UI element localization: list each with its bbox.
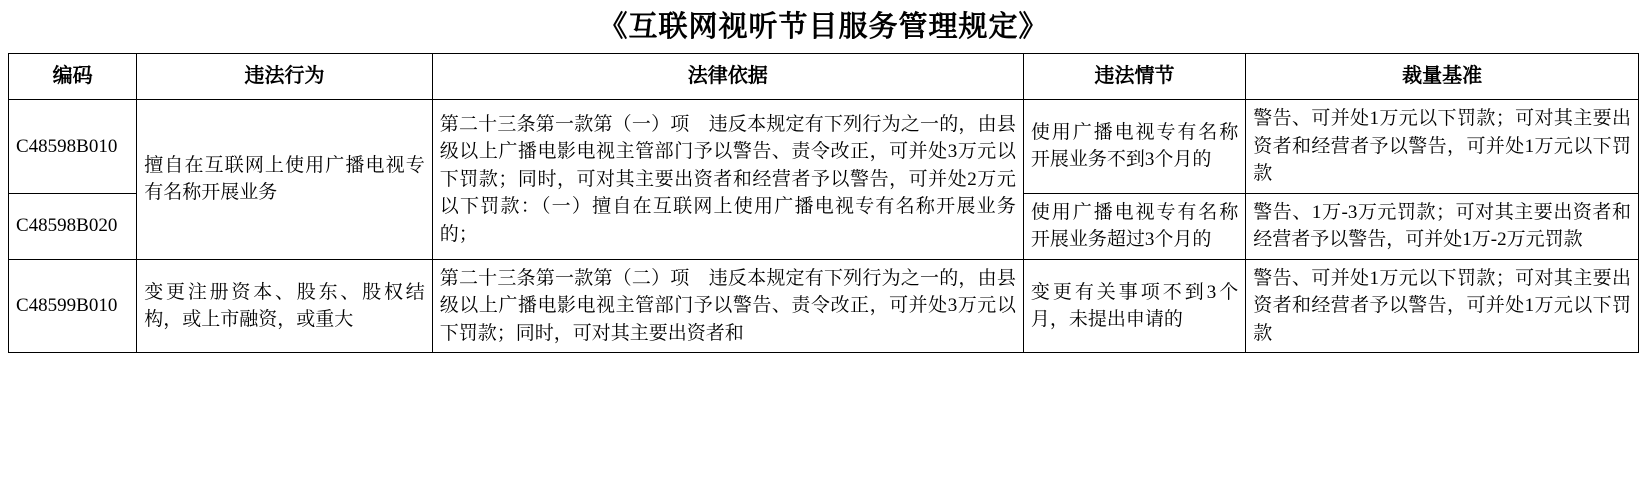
cell-behavior: 变更注册资本、股东、股权结构，或上市融资，或重大 (137, 259, 433, 353)
cell-basis: 第二十三条第一款第（一）项 违反本规定有下列行为之一的，由县级以上广播电影电视主管部门予以警告、责令改正，可并处3万元以下罚款；同时，可对其主要出资者和经营者予以警告，可并处2万元以下罚款：（一）擅自在互联网上使用广播电视专有名称开展业务的； (432, 100, 1023, 260)
cell-code: C48599B010 (9, 259, 137, 353)
cell-code: C48598B010 (9, 100, 137, 194)
cell-circumstance: 使用广播电视专有名称开展业务超过3个月的 (1023, 193, 1245, 259)
cell-circumstance: 使用广播电视专有名称开展业务不到3个月的 (1023, 100, 1245, 194)
column-header-circumstance: 违法情节 (1023, 54, 1245, 100)
column-header-basis: 法律依据 (432, 54, 1023, 100)
column-header-behavior: 违法行为 (137, 54, 433, 100)
page-title: 《互联网视听节目服务管理规定》 (598, 11, 1049, 43)
cell-code: C48598B020 (9, 193, 137, 259)
cell-standard: 警告、可并处1万元以下罚款；可对其主要出资者和经营者予以警告，可并处1万元以下罚款 (1246, 100, 1639, 194)
cell-basis: 第二十三条第一款第（二）项 违反本规定有下列行为之一的，由县级以上广播电影电视主管部门予以警告、责令改正，可并处3万元以下罚款；同时，可对其主要出资者和 (432, 259, 1023, 353)
cell-behavior: 擅自在互联网上使用广播电视专有名称开展业务 (137, 100, 433, 260)
regulation-table (8, 53, 1639, 353)
table-row (9, 259, 1639, 353)
cell-standard: 警告、1万-3万元罚款；可对其主要出资者和经营者予以警告，可并处1万-2万元罚款 (1246, 193, 1639, 259)
cell-standard: 警告、可并处1万元以下罚款；可对其主要出资者和经营者予以警告，可并处1万元以下罚款 (1246, 259, 1639, 353)
cell-circumstance: 变更有关事项不到3个月，未提出申请的 (1023, 259, 1245, 353)
column-header-standard: 裁量基准 (1246, 54, 1639, 100)
table-header-row (9, 54, 1639, 100)
table-row (9, 100, 1639, 194)
column-header-code: 编码 (9, 54, 137, 100)
